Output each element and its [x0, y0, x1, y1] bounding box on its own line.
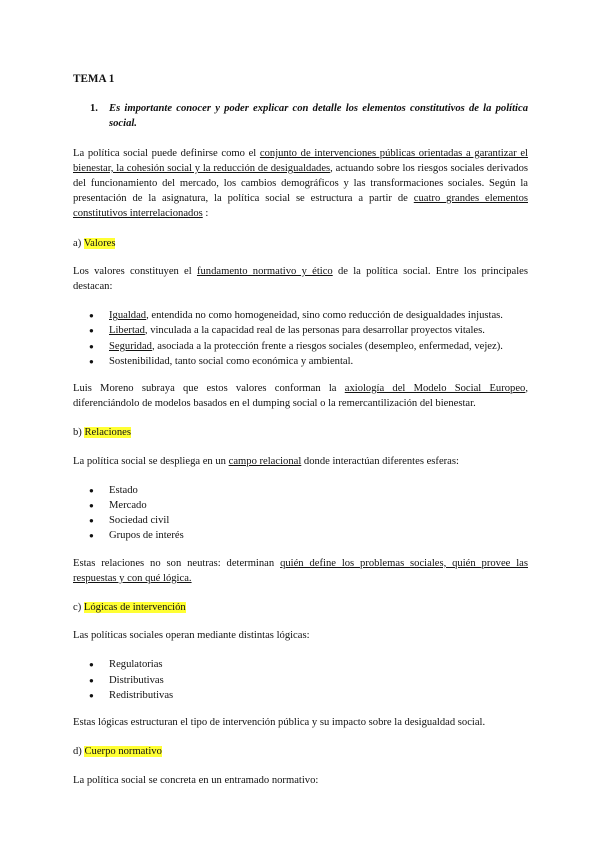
question-text: Es importante conocer y poder explicar con detalle los elementos constitutivos de la política social.: [109, 103, 528, 130]
section-d-heading: [73, 744, 528, 759]
section-c-paragraph-1: Las políticas sociales operan mediante distintas lógicas:: [73, 630, 310, 642]
section-b-p2-text-1: Estas relaciones no son neutras: determinan: [73, 557, 281, 569]
list-item-text: , vinculada a la capacidad real de las personas para desarrollar proyectos vitales.: [144, 325, 485, 337]
section-c-list: [73, 657, 528, 703]
list-item: [73, 339, 528, 354]
section-a-list: [73, 308, 528, 369]
list-item: ● Redistributivas: [73, 688, 528, 703]
section-a-p2-text-2: , diferenciándolo de modelos basados en el dumping social o la remercantilización del bienestar.: [73, 383, 528, 410]
list-item: ● Grupos de interés: [73, 528, 528, 543]
section-a-p1-text-2: de la política social. Entre los principales destacan:: [73, 265, 528, 293]
list-item: [73, 323, 528, 338]
section-a-paragraph-2: [73, 381, 528, 411]
list-item: ● Distributivas: [73, 673, 528, 688]
list-item: ● Mercado: [73, 498, 528, 513]
section-b-list: [73, 483, 528, 544]
intro-underlined-2: cuatro grandes elementos constitutivos interrelacionados: [73, 193, 528, 220]
section-a-heading: [73, 236, 528, 251]
list-item-term: Igualdad: [109, 310, 147, 322]
intro-text-1: La política social puede definirse como el: [73, 147, 260, 159]
section-d-paragraph-1: La política social se concreta en un entramado normativo:: [73, 774, 319, 786]
section-b-p1-text-1: La política social se despliega en un: [73, 455, 229, 467]
section-b-prefix: b): [73, 427, 85, 439]
section-a-prefix: a): [73, 237, 84, 249]
list-item-text: , entendida no como homogeneidad, sino como reducción de desigualdades injustas.: [146, 310, 503, 322]
section-c-prefix: c): [73, 602, 84, 614]
section-a-p2-underlined: axiología del Modelo Social Europeo: [344, 383, 526, 395]
list-item: [73, 354, 528, 369]
section-c-heading: [73, 600, 528, 615]
section-c-paragraph-2: Estas lógicas estructuran el tipo de intervención pública y su impacto sobre la desigualdad social.: [73, 717, 486, 729]
intro-text-2: , actuando sobre los riesgos sociales derivados del funcionamiento del mercado, los cambios demográficos y las transformaciones sociales. Según la presentación de la asignatura, la política social se estructura a partir de: [73, 162, 528, 205]
section-b-p1-underlined: campo relacional: [228, 455, 302, 467]
section-a-paragraph-1: [73, 264, 528, 294]
list-item: [73, 308, 528, 323]
question-1: [73, 101, 528, 131]
section-b-title: Relaciones: [84, 427, 131, 439]
intro-text-3: :: [202, 208, 209, 220]
section-a-p2-text-1: Luis Moreno subraya que estos valores conforman la: [73, 383, 345, 395]
list-item-term: Libertad: [109, 325, 145, 337]
section-b-p2-underlined: quién define los problemas sociales, quién provee las respuestas y con qué lógica.: [73, 557, 528, 584]
list-item-text: , asociada a la protección frente a riesgos sociales (desempleo, enfermedad, vejez).: [151, 340, 503, 352]
section-b-p1-text-2: donde interactúan diferentes esferas:: [301, 455, 459, 467]
question-number: 1.: [90, 103, 98, 115]
section-a-title: Valores: [83, 237, 116, 249]
section-c-title: Lógicas de intervención: [83, 602, 186, 614]
intro-paragraph: [73, 146, 528, 222]
section-d-title: Cuerpo normativo: [84, 746, 162, 758]
intro-underlined-1: conjunto de intervenciones públicas orientadas a garantizar el bienestar, la cohesión social y la reducción de desigualdades: [73, 147, 528, 174]
list-item: ● Sociedad civil: [73, 513, 528, 528]
document-title: TEMA 1: [73, 73, 115, 85]
section-a-p1-text-1: Los valores constituyen el: [73, 265, 197, 277]
section-b-heading: [73, 425, 528, 440]
list-item-text: Sostenibilidad, tanto social como económica y ambiental.: [109, 355, 354, 367]
section-b-paragraph-1: [73, 454, 528, 469]
section-d-prefix: d): [73, 746, 85, 758]
section-b-paragraph-2: [73, 556, 528, 586]
document-page: [73, 72, 528, 802]
list-item: ● Estado: [73, 483, 528, 498]
list-item: ● Regulatorias: [73, 657, 528, 672]
section-a-p1-underlined: fundamento normativo y ético: [196, 265, 333, 277]
list-item-term: Seguridad: [109, 340, 152, 352]
